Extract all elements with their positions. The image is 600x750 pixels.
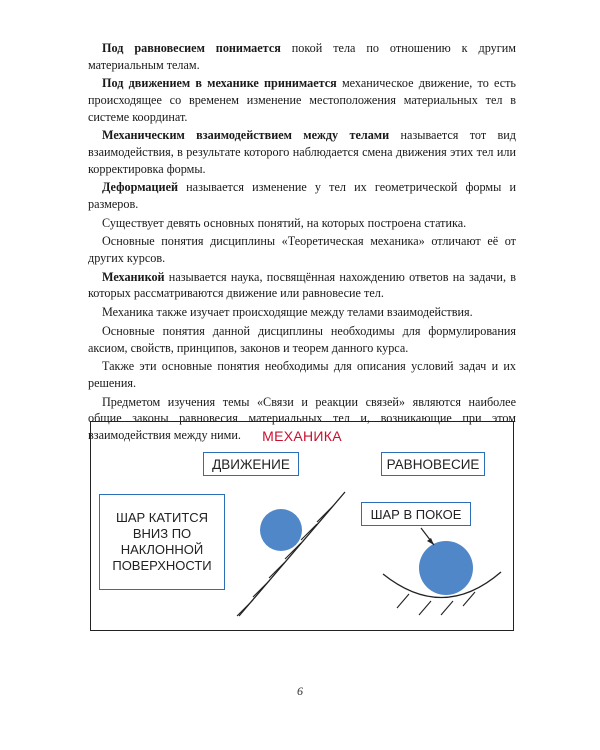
equilibrium-label-box: РАВНОВЕСИЕ	[381, 452, 485, 476]
resting-ball-label-box: ШАР В ПОКОЕ	[361, 502, 471, 526]
rolling-ball-label-box: ШАР КАТИТСЯ ВНИЗ ПО НАКЛОННОЙ ПОВЕРХНОСТИ	[99, 494, 225, 590]
term-bold: Под равновесием понимается	[102, 41, 281, 55]
paragraph-text: называется наука, посвящённая нахождению ответов на задачи, в которых рассматриваются движение или равновесие тел.	[88, 269, 516, 301]
mechanics-figure	[90, 421, 514, 631]
paragraph	[88, 304, 516, 321]
term-bold: Механикой	[102, 269, 165, 284]
paragraph	[88, 179, 516, 212]
term-bold: Механическим взаимодействием между телами	[102, 128, 390, 143]
paragraph-text: Основные понятия данной дисциплины необходимы для формулирования аксиом, свойств, принципов, законов и теорем данного курса.	[88, 324, 516, 355]
text-block	[88, 40, 516, 446]
paragraph-text: покой тела по отношению к другим материальным телам.	[88, 41, 516, 72]
paragraph-text: Механика также изучает происходящие между телами взаимодействия.	[102, 305, 473, 320]
paragraph-text: Также эти основные понятия необходимы для описания условий задач и их решения.	[88, 359, 516, 390]
paragraph-text: Предметом изучения темы «Связи и реакции связей» являются наиболее общие законы равновесия материальных тел и, возникающие при этом взаимодействия между ними.	[88, 394, 516, 442]
concave-hatching	[397, 592, 475, 615]
paragraph	[88, 358, 516, 391]
figure-title: МЕХАНИКА	[262, 428, 342, 444]
paragraph	[88, 233, 516, 266]
paragraph-text: Основные понятия дисциплины «Теоретическая механика» отличают её от других курсов.	[88, 234, 516, 266]
page-number: 6	[297, 684, 303, 698]
paragraph-text: называется изменение у тел их геометрической формы и размеров.	[88, 180, 516, 211]
paragraph-text: Существует девять основных понятий, на которых построена статика.	[102, 215, 467, 230]
paragraph-text: механическое движение, то есть происходящее со временем изменение местоположения материальных тел в системе координат.	[88, 76, 516, 124]
paragraph	[88, 323, 516, 356]
rolling-ball	[260, 509, 302, 551]
paragraph	[88, 40, 516, 73]
paragraph	[88, 215, 516, 232]
paragraph	[88, 75, 516, 125]
pointer-arrowhead	[427, 538, 434, 545]
term-bold: Деформацией	[102, 180, 178, 195]
paragraph-text: называется тот вид взаимодействия, в результате которого наблюдается смена движения этих тел или корректировка формы.	[88, 128, 516, 176]
paragraph	[88, 127, 516, 177]
paragraph	[88, 269, 516, 302]
motion-label-box: ДВИЖЕНИЕ	[203, 452, 299, 476]
resting-ball	[419, 541, 473, 595]
term-bold: Под движением в механике принимается	[102, 76, 337, 91]
